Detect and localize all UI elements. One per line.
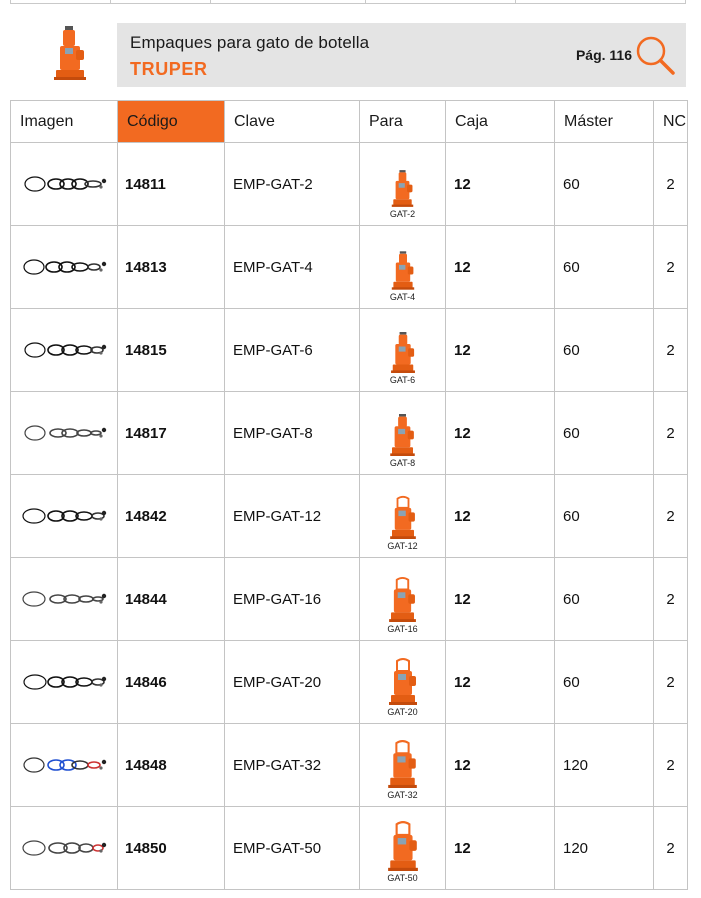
para-caption: GAT-6 xyxy=(389,375,416,385)
bottle-jack-icon xyxy=(389,414,416,456)
master-cell: 60 xyxy=(555,226,654,309)
clave-cell: EMP-GAT-8 xyxy=(225,392,360,475)
caja-cell: 12 xyxy=(446,226,555,309)
para-cell xyxy=(360,475,446,558)
brand-logo: TRUPER xyxy=(130,59,208,79)
product-image xyxy=(11,475,118,558)
product-image xyxy=(11,143,118,226)
nc-cell: 2 xyxy=(654,475,688,558)
table-row xyxy=(11,309,688,392)
para-wrap xyxy=(360,813,445,883)
caja-cell: 12 xyxy=(446,475,555,558)
para-cell xyxy=(360,143,446,226)
para-caption: GAT-20 xyxy=(387,707,418,717)
para-caption: GAT-32 xyxy=(387,790,418,800)
para-caption: GAT-50 xyxy=(387,873,418,883)
table-row xyxy=(11,724,688,807)
clave-cell: EMP-GAT-4 xyxy=(225,226,360,309)
para-wrap xyxy=(360,315,445,385)
header-caja: Caja xyxy=(446,101,555,143)
clave-cell: EMP-GAT-6 xyxy=(225,309,360,392)
bottle-jack-icon xyxy=(390,332,416,373)
para-caption: GAT-16 xyxy=(387,624,418,634)
para-cell xyxy=(360,392,446,475)
codigo-cell: 14844 xyxy=(118,558,225,641)
master-cell: 60 xyxy=(555,309,654,392)
para-caption: GAT-2 xyxy=(389,209,416,219)
seal-kit-icon xyxy=(18,411,110,455)
header-clave: Clave xyxy=(225,101,360,143)
para-wrap xyxy=(360,398,445,468)
codigo-cell: 14813 xyxy=(118,226,225,309)
clave-cell: EMP-GAT-16 xyxy=(225,558,360,641)
seal-kit-icon xyxy=(18,328,110,372)
master-cell: 60 xyxy=(555,558,654,641)
para-cell xyxy=(360,641,446,724)
codigo-cell: 14846 xyxy=(118,641,225,724)
header-master: Máster xyxy=(555,101,654,143)
bottle-jack-icon xyxy=(388,576,417,622)
para-cell xyxy=(360,309,446,392)
seal-kit-icon xyxy=(18,577,110,621)
para-wrap xyxy=(360,730,445,800)
para-caption: GAT-4 xyxy=(389,292,416,302)
table-row xyxy=(11,475,688,558)
nc-cell: 2 xyxy=(654,309,688,392)
para-wrap xyxy=(360,647,445,717)
table-row xyxy=(11,807,688,890)
nc-cell: 2 xyxy=(654,558,688,641)
nc-cell: 2 xyxy=(654,724,688,807)
bottle-jack-icon xyxy=(387,739,418,788)
master-cell: 120 xyxy=(555,807,654,890)
caja-cell: 12 xyxy=(446,807,555,890)
seal-kit-icon xyxy=(18,826,110,870)
nc-cell: 2 xyxy=(654,807,688,890)
seal-kit-icon xyxy=(18,162,110,206)
codigo-cell: 14842 xyxy=(118,475,225,558)
product-image xyxy=(11,724,118,807)
master-cell: 120 xyxy=(555,724,654,807)
clave-cell: EMP-GAT-50 xyxy=(225,807,360,890)
para-wrap xyxy=(360,481,445,551)
bottle-jack-icon xyxy=(391,170,414,207)
codigo-cell: 14817 xyxy=(118,392,225,475)
caja-cell: 12 xyxy=(446,641,555,724)
table-row xyxy=(11,392,688,475)
caja-cell: 12 xyxy=(446,558,555,641)
header-band xyxy=(117,23,686,87)
bottle-jack-icon xyxy=(391,251,415,290)
para-cell xyxy=(360,558,446,641)
master-cell: 60 xyxy=(555,641,654,724)
product-image xyxy=(11,309,118,392)
top-divider xyxy=(10,0,686,4)
master-cell: 60 xyxy=(555,392,654,475)
product-image xyxy=(11,641,118,724)
codigo-cell: 14811 xyxy=(118,143,225,226)
table-row xyxy=(11,641,688,724)
clave-cell: EMP-GAT-20 xyxy=(225,641,360,724)
nc-cell: 2 xyxy=(654,641,688,724)
seal-kit-icon xyxy=(18,494,110,538)
para-caption: GAT-12 xyxy=(387,541,418,551)
seal-kit-icon xyxy=(18,743,110,787)
para-cell xyxy=(360,724,446,807)
caja-cell: 12 xyxy=(446,309,555,392)
para-wrap xyxy=(360,232,445,302)
seal-kit-icon xyxy=(18,660,110,704)
codigo-cell: 14850 xyxy=(118,807,225,890)
bottle-jack-icon xyxy=(388,657,418,705)
table-row xyxy=(11,143,688,226)
codigo-cell: 14815 xyxy=(118,309,225,392)
header-imagen: Imagen xyxy=(11,101,118,143)
master-cell: 60 xyxy=(555,143,654,226)
seal-kit-icon xyxy=(18,245,110,289)
para-caption: GAT-8 xyxy=(389,458,416,468)
para-wrap xyxy=(360,149,445,219)
product-image xyxy=(11,807,118,890)
product-image xyxy=(11,392,118,475)
product-image xyxy=(11,558,118,641)
clave-cell: EMP-GAT-2 xyxy=(225,143,360,226)
table-header-row xyxy=(11,101,688,143)
caja-cell: 12 xyxy=(446,143,555,226)
bottle-jack-icon xyxy=(52,26,88,80)
header-codigo: Código xyxy=(118,101,225,143)
codigo-cell: 14848 xyxy=(118,724,225,807)
search-icon[interactable] xyxy=(634,34,676,76)
bottle-jack-icon xyxy=(387,820,419,871)
nc-cell: 2 xyxy=(654,143,688,226)
bottle-jack-icon xyxy=(389,495,417,539)
header-nc: NC xyxy=(654,101,688,143)
page-title: Empaques para gato de botella xyxy=(130,33,370,52)
master-cell: 60 xyxy=(555,475,654,558)
header-para: Para xyxy=(360,101,446,143)
clave-cell: EMP-GAT-32 xyxy=(225,724,360,807)
nc-cell: 2 xyxy=(654,226,688,309)
page-number[interactable]: Pág. 116 xyxy=(575,47,632,63)
para-cell xyxy=(360,807,446,890)
caja-cell: 12 xyxy=(446,724,555,807)
product-table xyxy=(10,100,688,890)
product-image xyxy=(11,226,118,309)
caja-cell: 12 xyxy=(446,392,555,475)
para-cell xyxy=(360,226,446,309)
para-wrap xyxy=(360,564,445,634)
table-row xyxy=(11,558,688,641)
clave-cell: EMP-GAT-12 xyxy=(225,475,360,558)
nc-cell: 2 xyxy=(654,392,688,475)
table-row xyxy=(11,226,688,309)
